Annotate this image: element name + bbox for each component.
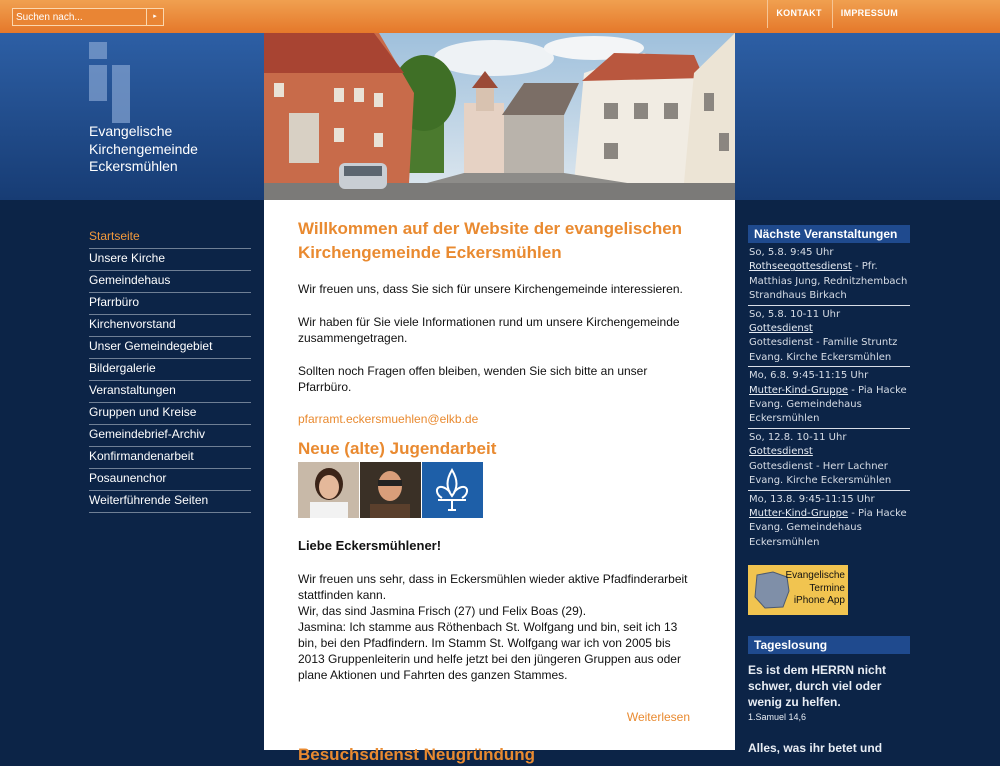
nav-church[interactable]: Unsere Kirche [89,249,251,271]
events-heading: Nächste Veranstaltungen [748,225,910,243]
church-logo[interactable] [89,42,131,124]
greeting: Liebe Eckersmühlener! [298,538,442,553]
main-navigation [89,227,251,513]
page-title: Willkommen auf der Website der evangelischen Kirchengemeinde Eckersmühlen [298,219,683,262]
scout-lily-logo-image[interactable] [422,462,483,518]
event-item: So, 5.8. 9:45 Uhr Rothseegottesdienst - Pfr. Matthias Jung, Rednitzhembach Strandhaus Birkach [748,244,910,306]
news-title[interactable]: Neue (alte) Jugendarbeit [298,439,497,458]
event-link[interactable]: Mutter-Kind-Gruppe [749,384,849,396]
events-list [748,244,910,551]
news-paragraph-3: Jasmina: Ich stamme aus Röthenbach St. Wolfgang und bin, seit ich 13 bin, bei den Pfadfindern. Im Stamm St. Wolfgang war ich von 2005 bis 2013 Gruppenleiterin und helfe jetzt bei den jüngeren Gruppen aus oder plane Aktionen und Fahrten des ganzen Stammes. [298,620,681,682]
nav-church-council[interactable]: Kirchenvorstand [89,315,251,337]
nav-events[interactable]: Veranstaltungen [89,381,251,403]
nav-further-pages[interactable]: Weiterführende Seiten [89,491,251,513]
search-input[interactable] [13,9,144,25]
info-paragraph: Wir haben für Sie viele Informationen rund um unsere Kirchengemeinde zusammengetragen. [298,315,680,345]
event-link[interactable]: Rothseegottesdienst [749,261,852,273]
daily-verse-heading: Tageslosung [748,636,910,654]
nav-parish-hall[interactable]: Gemeindehaus [89,271,251,293]
nav-brass-choir[interactable]: Posaunenchor [89,469,251,491]
nav-newsletter-archive[interactable]: Gemeindebrief-Archiv [89,425,251,447]
header-photo-village-street [264,33,735,200]
top-links [767,0,908,33]
event-item: So, 12.8. 10-11 Uhr Gottesdienst Gottesdienst - Herr Lachner Evang. Kirche Eckersmühlen [748,429,910,491]
news-paragraph-2: Wir, das sind Jasmina Frisch (27) und Felix Boas (29). [298,604,587,618]
verse-reference: 1.Samuel 14,6 [748,712,807,722]
event-item: Mo, 6.8. 9:45-11:15 Uhr Mutter-Kind-Gruppe - Pia Hacke Evang. Gemeindehaus Eckersmühlen [748,367,910,429]
iphone-app-badge[interactable]: Evangelische Termine iPhone App [748,565,848,615]
event-link[interactable]: Gottesdienst [749,446,813,458]
event-link[interactable]: Mutter-Kind-Gruppe [749,507,849,519]
nav-gallery[interactable]: Bildergalerie [89,359,251,381]
site-name[interactable]: Evangelische Kirchengemeinde Eckersmühlen [89,123,198,174]
portrait-felix-image[interactable] [360,462,421,518]
top-bar [0,0,1000,33]
contact-link[interactable]: KONTAKT [767,0,831,28]
next-news-title[interactable]: Besuchsdienst Neugründung [298,745,536,764]
email-link[interactable]: pfarramt.eckersmuehlen@elkb.de [298,412,479,426]
nav-parish-office[interactable]: Pfarrbüro [89,293,251,315]
nav-home[interactable]: Startseite [89,227,251,249]
nav-parish-area[interactable]: Unser Gemeindegebiet [89,337,251,359]
portrait-jasmina-image[interactable] [298,462,359,518]
intro-paragraph: Wir freuen uns, dass Sie sich für unsere Kirchengemeinde interessieren. [298,282,683,296]
imprint-link[interactable]: IMPRESSUM [832,0,908,28]
main-content [264,200,735,764]
read-more-link[interactable]: Weiterlesen [626,710,690,724]
news-images [298,462,698,518]
event-link[interactable]: Gottesdienst [749,323,813,335]
event-item: So, 5.8. 10-11 Uhr Gottesdienst Gottesdienst - Familie Struntz Evang. Kirche Eckersmühlen [748,306,910,368]
event-item: Mo, 13.8. 9:45-11:15 Uhr Mutter-Kind-Gruppe - Pia Hacke Evang. Gemeindehaus Eckersmühlen [749,493,907,548]
nav-confirmation[interactable]: Konfirmandenarbeit [89,447,251,469]
news-paragraph-1: Wir freuen uns sehr, dass in Eckersmühlen wieder aktive Pfadfinderarbeit stattfinden kann. [298,572,688,602]
search-box [12,8,164,26]
daily-verse: Es ist dem HERRN nicht schwer, durch viel oder wenig zu helfen. 1.Samuel 14,6 Alles, was ihr betet und [748,662,908,756]
nav-groups[interactable]: Gruppen und Kreise [89,403,251,425]
contact-paragraph: Sollten noch Fragen offen bleiben, wenden Sie sich bitte an unser Pfarrbüro. [298,364,648,394]
search-submit-button[interactable]: ▸ [146,9,163,25]
